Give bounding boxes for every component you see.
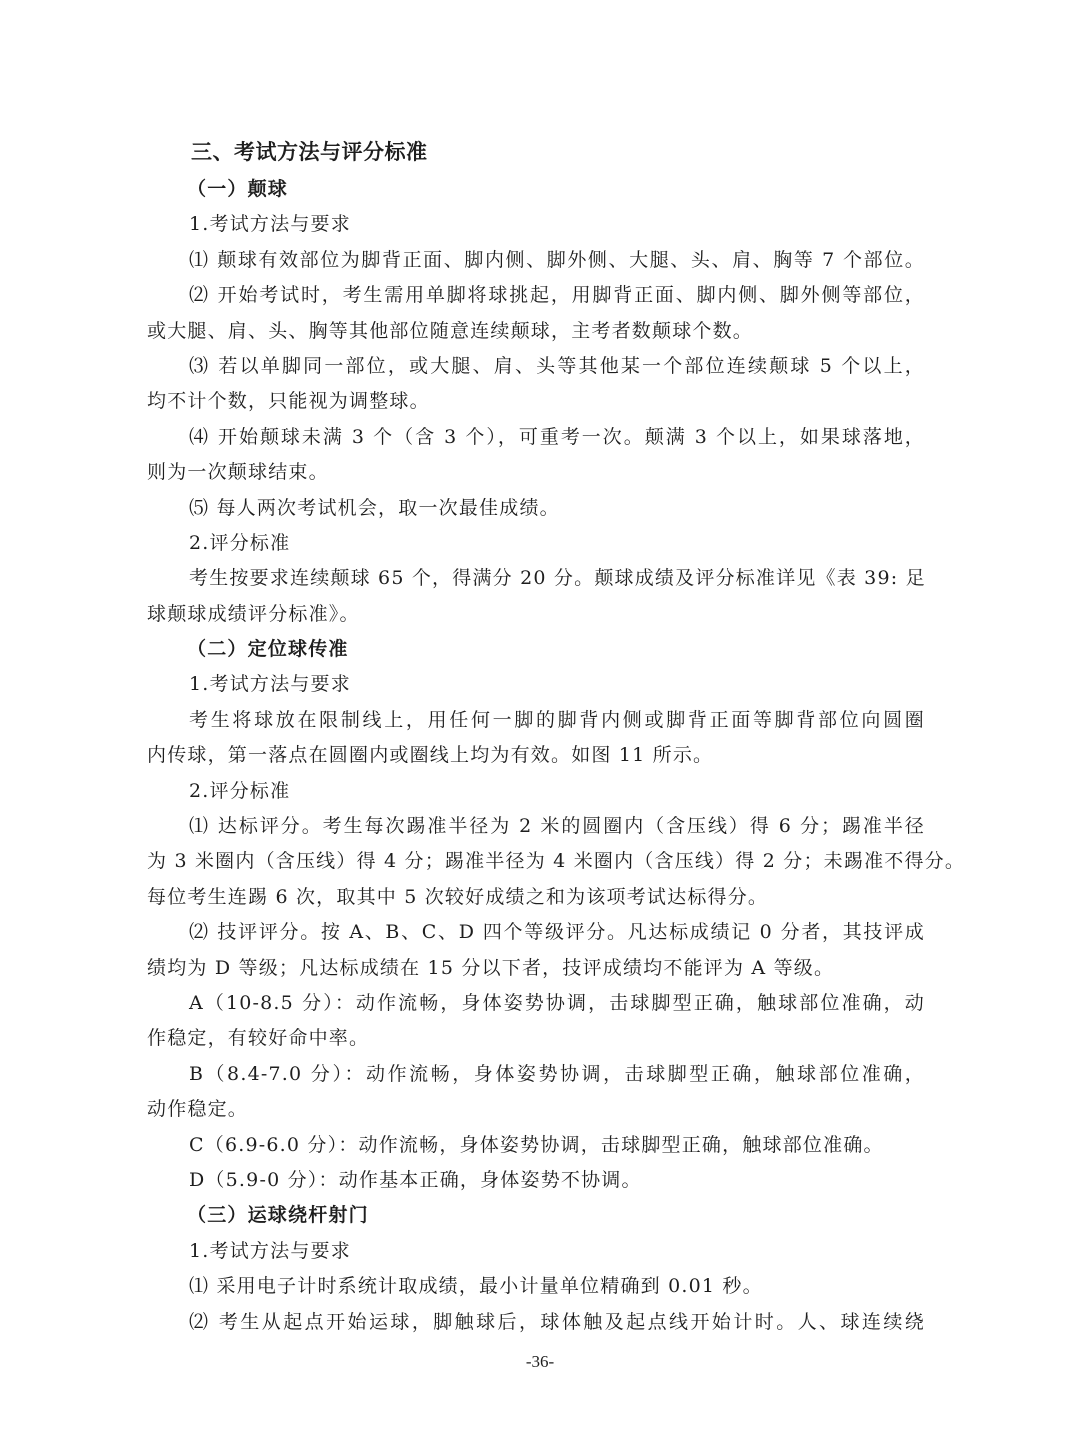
paragraph: ⑴ 达标评分。考生每次踢准半径为 2 米的圆圈内（含压线）得 6 分；踢准半径 — [189, 815, 925, 838]
scoring-heading: 2.评分标准 — [189, 779, 291, 802]
paragraph-continuation: 每位考生连踢 6 次，取其中 5 次较好成绩之和为该项考试达标得分。 — [147, 885, 769, 908]
paragraph-continuation: 或大腿、肩、头、胸等其他部位随意连续颠球，主考者数颠球个数。 — [147, 319, 754, 342]
paragraph-continuation: 为 3 米圈内（含压线）得 4 分；踢准半径为 4 米圈内（含压线）得 2 分；未踢准不得分。 — [147, 850, 966, 873]
paragraph-continuation: 内传球，第一落点在圆圈内或圈线上均为有效。如图 11 所示。 — [147, 744, 714, 767]
section-title: 三、考试方法与评分标准 — [191, 140, 428, 164]
paragraph: ⑵ 考生从起点开始运球，脚触球后，球体触及起点线开始计时。人、球连续绕 — [189, 1310, 925, 1333]
grade-a: A（10-8.5 分）：动作流畅，身体姿势协调，击球脚型正确，触球部位准确，动 — [189, 991, 925, 1014]
paragraph-continuation: 球颠球成绩评分标准》。 — [147, 602, 360, 625]
paragraph: ⑷ 开始颠球未满 3 个（含 3 个），可重考一次。颠满 3 个以上，如果球落地， — [189, 425, 925, 448]
method-heading: 1.考试方法与要求 — [189, 213, 351, 236]
grade-d: D（5.9-0 分）：动作基本正确，身体姿势不协调。 — [189, 1168, 642, 1191]
page-number: -36- — [525, 1352, 555, 1371]
grade-c: C（6.9-6.0 分）：动作流畅，身体姿势协调，击球脚型正确，触球部位准确。 — [189, 1133, 884, 1156]
method-heading: 1.考试方法与要求 — [189, 673, 351, 696]
scoring-heading: 2.评分标准 — [189, 531, 291, 554]
paragraph-continuation: 作稳定，有较好命中率。 — [147, 1027, 370, 1050]
paragraph: 考生按要求连续颠球 65 个，得满分 20 分。颠球成绩及评分标准详见《表 39: 足 — [189, 567, 926, 590]
paragraph: ⑵ 技评评分。按 A、B、C、D 四个等级评分。凡达标成绩记 0 分者，其技评成 — [189, 921, 925, 944]
paragraph-continuation: 均不计个数，只能视为调整球。 — [147, 390, 430, 413]
grade-b: B（8.4-7.0 分）：动作流畅，身体姿势协调，击球脚型正确，触球部位准确， — [189, 1062, 925, 1085]
subsection-heading-dribble-shot: （三）运球绕杆射门 — [187, 1204, 369, 1227]
paragraph: ⑴ 采用电子计时系统计取成绩，最小计量单位精确到 0.01 秒。 — [189, 1275, 763, 1298]
paragraph: 考生将球放在限制线上，用任何一脚的脚背内侧或脚背正面等脚背部位向圆圈 — [189, 708, 925, 731]
document-page — [147, 132, 966, 1340]
paragraph: ⑶ 若以单脚同一部位，或大腿、肩、头等其他某一个部位连续颠球 5 个以上， — [189, 354, 925, 377]
paragraph: ⑴ 颠球有效部位为脚背正面、脚内侧、脚外侧、大腿、头、肩、胸等 7 个部位。 — [189, 248, 925, 271]
paragraph-continuation: 则为一次颠球结束。 — [147, 461, 329, 484]
paragraph: ⑵ 开始考试时，考生需用单脚将球挑起，用脚背正面、脚内侧、脚外侧等部位， — [189, 284, 925, 307]
method-heading: 1.考试方法与要求 — [189, 1239, 351, 1262]
subsection-heading-set-piece: （二）定位球传准 — [187, 638, 349, 661]
subsection-heading-juggling: （一）颠球 — [187, 178, 289, 200]
paragraph-continuation: 动作稳定。 — [147, 1098, 249, 1121]
paragraph-continuation: 绩均为 D 等级；凡达标成绩在 15 分以下者，技评成绩均不能评为 A 等级。 — [147, 956, 835, 979]
paragraph: ⑸ 每人两次考试机会，取一次最佳成绩。 — [189, 496, 560, 519]
